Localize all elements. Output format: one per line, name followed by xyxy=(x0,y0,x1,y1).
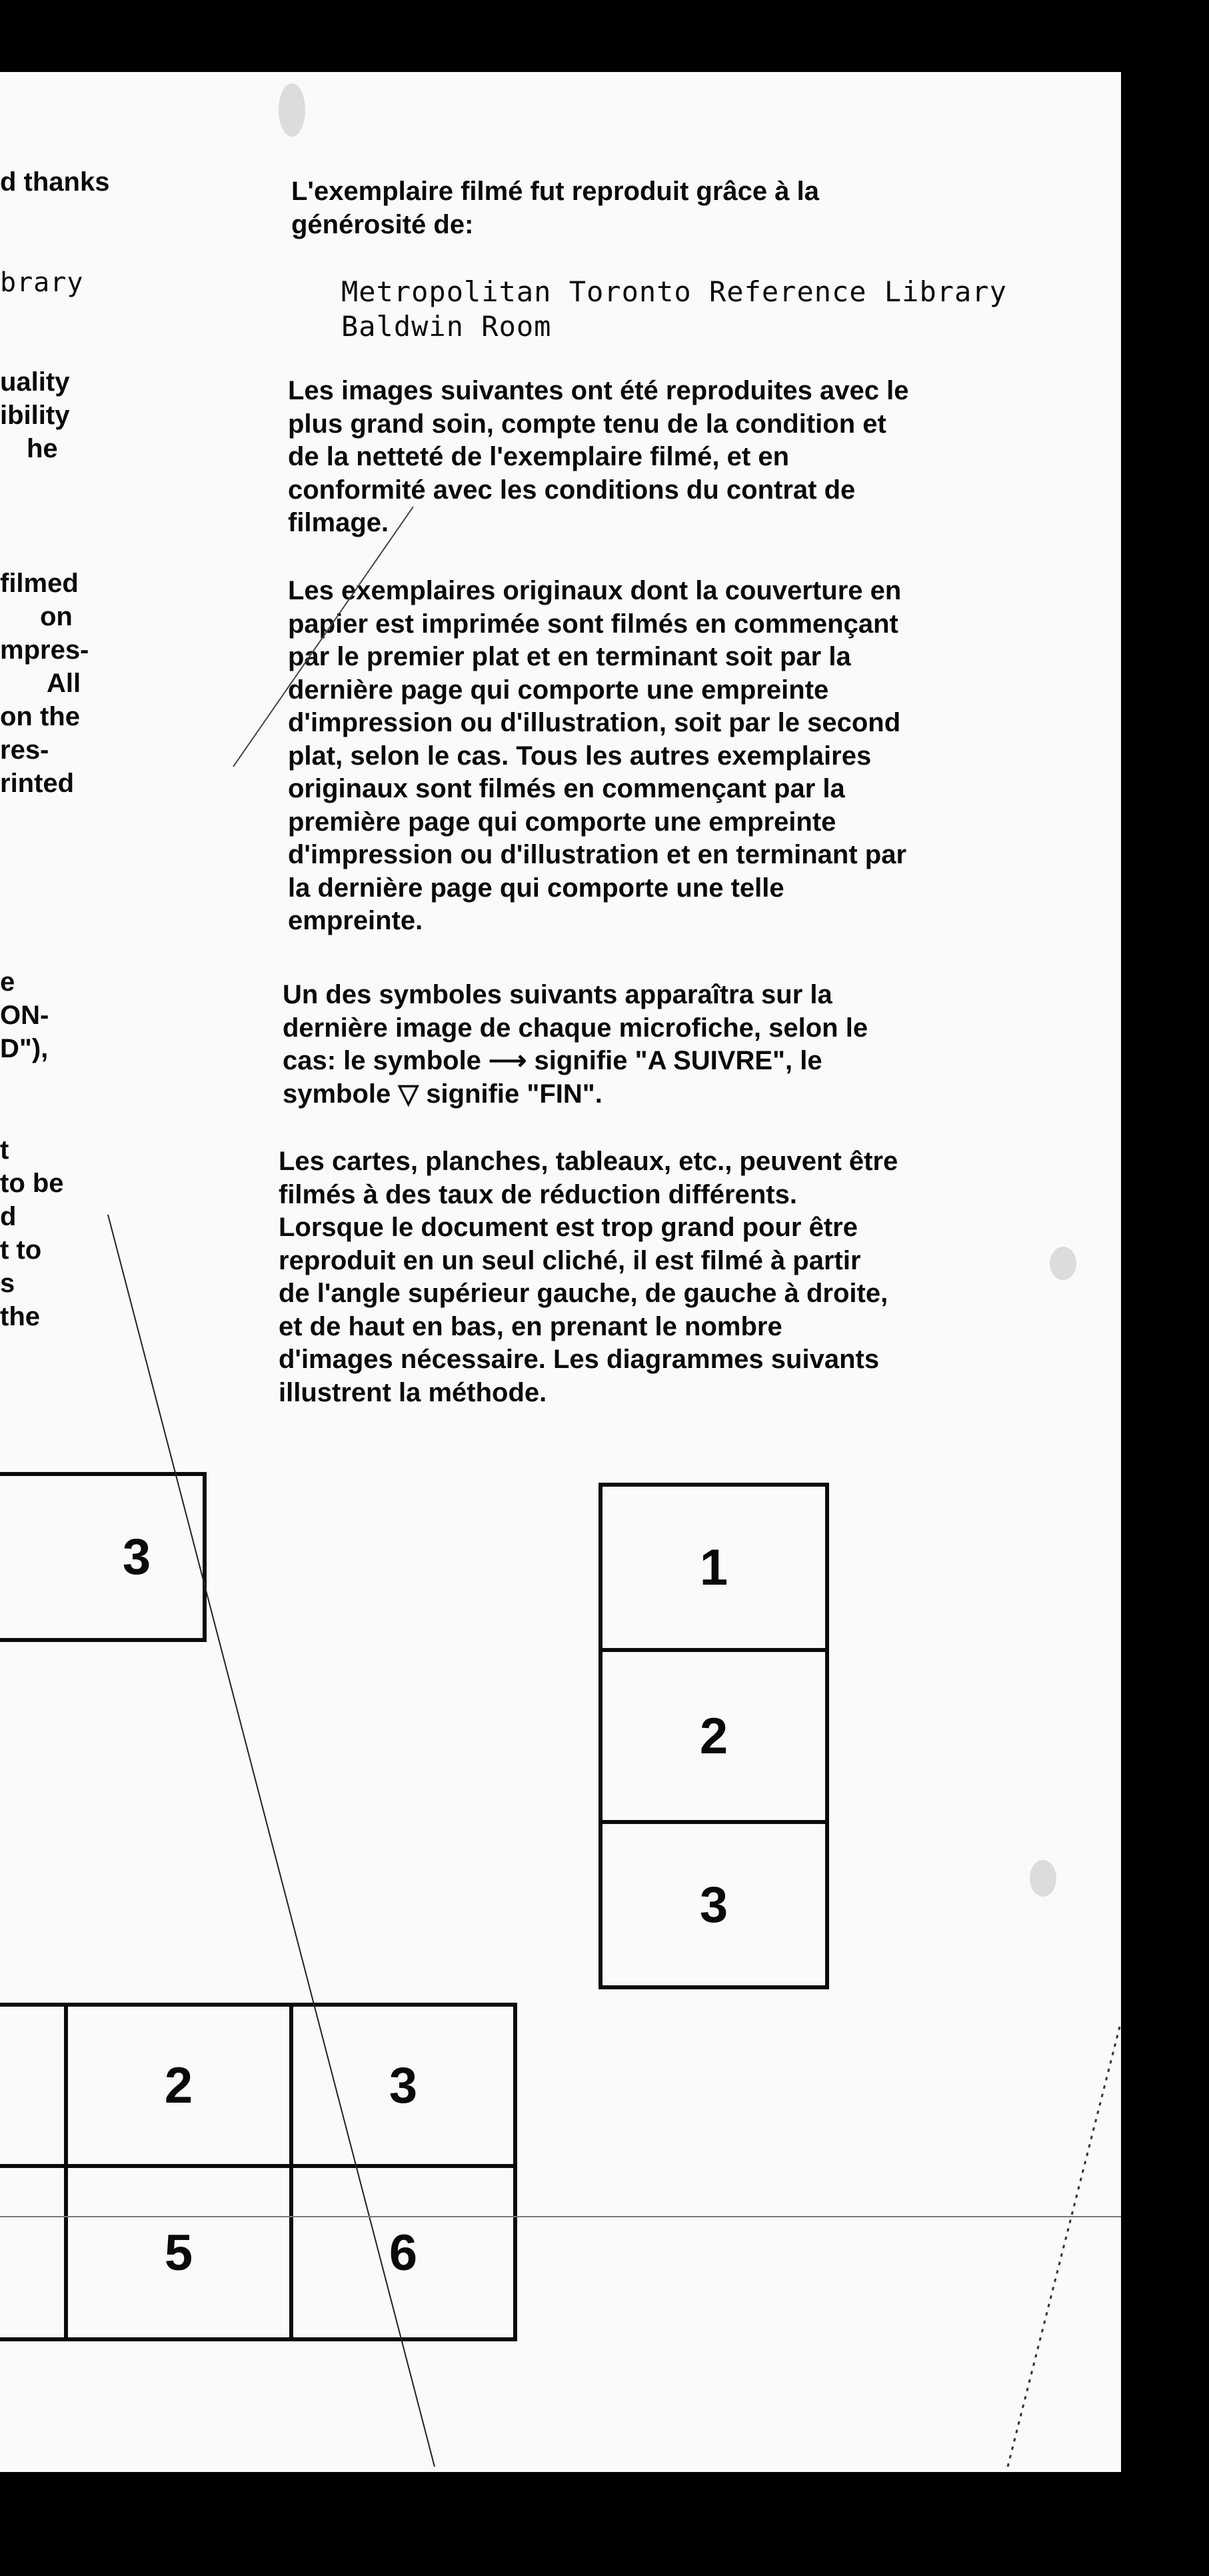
fragment: t to xyxy=(0,1235,42,1265)
fragment: e xyxy=(0,967,15,997)
fragment: ON- xyxy=(0,1001,49,1030)
smudge xyxy=(1030,1860,1056,1897)
fragment: he xyxy=(27,434,58,463)
diagram-cell: 2 xyxy=(164,2057,193,2114)
fragment: res- xyxy=(0,735,49,765)
fragment: filmed xyxy=(0,569,79,598)
text-line: dernière image de chaque microfiche, selon le xyxy=(283,1013,868,1043)
text-line: de la netteté de l'exemplaire filmé, et en xyxy=(288,442,790,471)
diagram-cell: 3 xyxy=(699,1876,728,1933)
text-line: papier est imprimée sont filmés en commençant xyxy=(288,609,898,639)
text-line: conformité avec les conditions du contrat de xyxy=(288,475,856,505)
text-line: première page qui comporte une empreinte xyxy=(288,807,836,837)
smudge xyxy=(279,83,305,137)
text-line: filmés à des taux de réduction différents. xyxy=(279,1179,797,1209)
text-line: cas: le symbole ⟶ signifie "A SUIVRE", le xyxy=(283,1046,822,1075)
fragment: All xyxy=(47,669,81,698)
smudge xyxy=(1050,1247,1076,1280)
fragment: to be xyxy=(0,1169,64,1198)
fragment: the xyxy=(0,1302,40,1331)
fragment: t xyxy=(0,1135,9,1165)
fragment: mpres- xyxy=(0,635,89,665)
text-line: filmage. xyxy=(288,508,389,537)
diagram-cell: 2 xyxy=(699,1707,728,1765)
text-line: de l'angle supérieur gauche, de gauche à droite, xyxy=(279,1279,888,1308)
fragment: ibility xyxy=(0,401,70,430)
fragment: D"), xyxy=(0,1034,49,1063)
fragment: rinted xyxy=(0,769,75,798)
text-line: la dernière page qui comporte une telle xyxy=(288,873,784,903)
fragment: on the xyxy=(0,702,80,731)
text-line: originaux sont filmés en commençant par la xyxy=(288,774,845,803)
diagram-cell: 5 xyxy=(164,2224,193,2281)
fragment: uality xyxy=(0,367,70,397)
text-line: illustrent la méthode. xyxy=(279,1377,547,1407)
diagram-cell: 3 xyxy=(122,1529,151,1585)
diagram-cell: 1 xyxy=(699,1539,728,1596)
library-line: Baldwin Room xyxy=(341,310,552,343)
text-line: d'images nécessaire. Les diagrammes suivants xyxy=(279,1345,880,1374)
text-line: Les exemplaires originaux dont la couverture en xyxy=(288,576,902,605)
text-line: reproduit en un seul cliché, il est filmé à partir xyxy=(279,1245,861,1275)
text-line: d'impression ou d'illustration, soit par le second xyxy=(288,708,901,737)
text-line: dernière page qui comporte une empreinte xyxy=(288,675,829,705)
text-line: Les images suivantes ont été reproduites avec le xyxy=(288,376,909,405)
text-line: empreinte. xyxy=(288,906,423,935)
text-line: Lorsque le document est trop grand pour être xyxy=(279,1213,858,1242)
text-line: Un des symboles suivants apparaîtra sur la xyxy=(283,980,832,1009)
fragment: s xyxy=(0,1269,15,1298)
text-line: plat, selon le cas. Tous les autres exemplaires xyxy=(288,741,872,771)
text-line: plus grand soin, compte tenu de la condition et xyxy=(288,409,886,439)
fragment: d xyxy=(0,1202,17,1231)
fragment: on xyxy=(40,602,73,631)
fragment: d thanks xyxy=(0,167,110,197)
text-line: symbole ▽ signifie "FIN". xyxy=(283,1079,603,1109)
text-line: par le premier plat et en terminant soit par la xyxy=(288,642,851,671)
text-line: Les cartes, planches, tableaux, etc., peuvent être xyxy=(279,1147,898,1176)
diagram-cell: 6 xyxy=(389,2224,418,2281)
diagram-cell: 3 xyxy=(389,2057,418,2114)
text-line: d'impression ou d'illustration et en terminant par xyxy=(288,840,907,869)
library-line: Metropolitan Toronto Reference Library xyxy=(341,275,1007,308)
fragment: brary xyxy=(0,267,84,298)
intro-line: générosité de: xyxy=(291,210,474,239)
text-line: et de haut en bas, en prenant le nombre xyxy=(279,1311,782,1341)
intro-line: L'exemplaire filmé fut reproduit grâce à la xyxy=(291,177,819,206)
